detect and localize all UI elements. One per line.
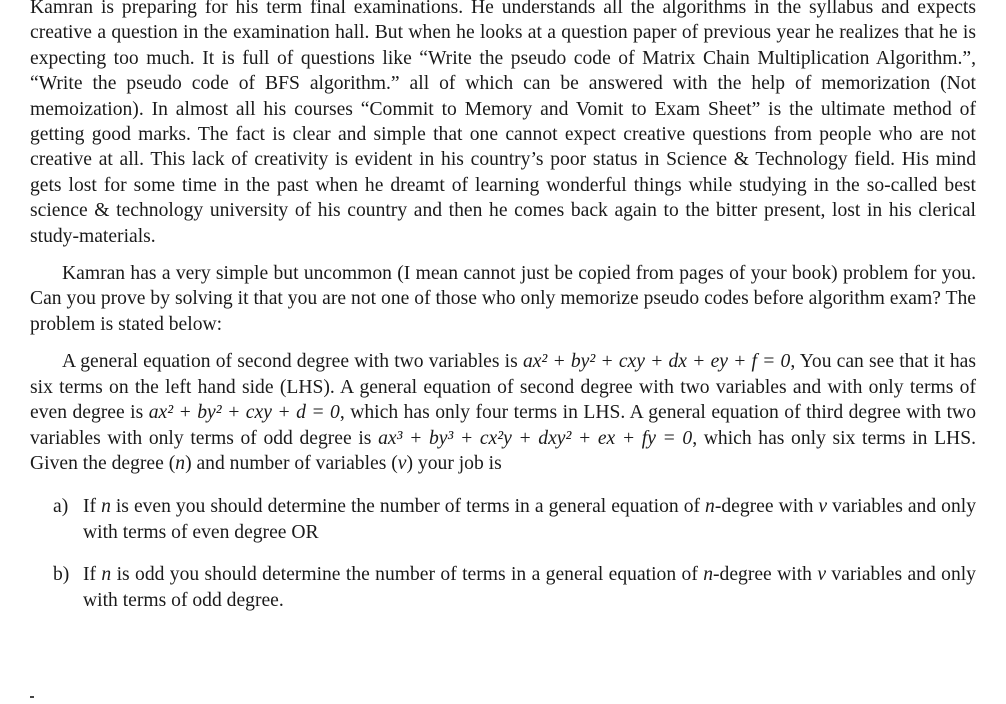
task-marker-b: b) [53, 564, 70, 586]
task-a-n: n [101, 496, 111, 518]
paragraph-problem [30, 349, 976, 476]
task-b-text-2: is odd you should determine the number of terms in a general equation of [111, 564, 704, 586]
problem-text-4: , which has only six terms in LHS. Given the degree ( [30, 427, 976, 474]
task-item-b [30, 562, 976, 613]
paragraph-story: Kamran is preparing for his term final examinations. He understands all the algorithms in the syllabus and expects creative a question in the examination hall. But when he looks at a question paper of previous year he realizes that he is expecting too much. It is full of questions like “Write the pseudo code of Matrix Chain Multiplication Algorithm.”, “Write the pseudo code of BFS algorithm.” all of which can be answered with the help of memorization (Not memoization). In almost all his courses “Commit to Memory and Vomit to Exam Sheet” is the ultimate method of getting good marks. The fact is clear and simple that one cannot expect creative questions from people who are not creative at all. This lack of creativity is evident in his country’s poor status in Science & Technology field. His mind gets lost for some time in the past when he dreamt of learning wonderful things while studying in the so-called best science & technology university of his country and then he comes back again to the bitter present, lost in his clerical study-materials. [30, 0, 976, 247]
problem-text-5: ) and number of variables ( [185, 452, 398, 474]
task-a-v: v [818, 496, 828, 518]
problem-text-2: , You can see that it has six terms on the left hand side (LHS). A general equation of second degree with two variables and with only terms of even degree is [30, 351, 976, 424]
paragraph-intro: Kamran has a very simple but uncommon (I mean cannot just be copied from pages of your book) problem for you. Can you prove by solving it that you are not one of those who only memorize pseudo codes before algorithm exam? The problem is stated below: [30, 263, 976, 335]
problem-statement [30, 0, 976, 630]
cut-off-text-fragment [30, 696, 34, 698]
equation-second-degree: ax² + by² + cxy + dx + ey + f = 0 [522, 351, 791, 373]
task-a-text-2: is even you should determine the number of terms in a general equation of [110, 496, 706, 518]
task-b-v: v [817, 564, 827, 586]
equation-odd-degree: ax³ + by³ + cx²y + dxy² + ex + fy = 0 [378, 427, 693, 449]
task-a-text-1: If [83, 496, 102, 518]
task-marker-a: a) [53, 496, 69, 518]
task-b-text-1: If [83, 564, 102, 586]
problem-text-3: , which has only four terms in LHS. A general equation of third degree with two variables with only terms of odd degree is [30, 402, 976, 449]
task-a-text-3: -degree with [714, 496, 819, 518]
task-list [30, 494, 976, 613]
task-b-n: n [101, 564, 112, 586]
task-item-a [30, 494, 976, 545]
problem-text-6: ) your job is [406, 452, 502, 474]
var-v: v [397, 452, 407, 474]
task-b-n2: n [703, 564, 714, 586]
task-b-text-3: -degree with [713, 564, 818, 586]
task-a-text-4: variables and only with terms of even degree OR [83, 496, 976, 543]
task-a-n2: n [705, 496, 715, 518]
task-b-text-4: variables and only with terms of odd degree. [83, 564, 976, 611]
problem-text-1: A general equation of second degree with two variables is [62, 351, 523, 373]
var-n: n [175, 452, 186, 474]
equation-even-degree: ax² + by² + cxy + d = 0 [148, 402, 340, 424]
